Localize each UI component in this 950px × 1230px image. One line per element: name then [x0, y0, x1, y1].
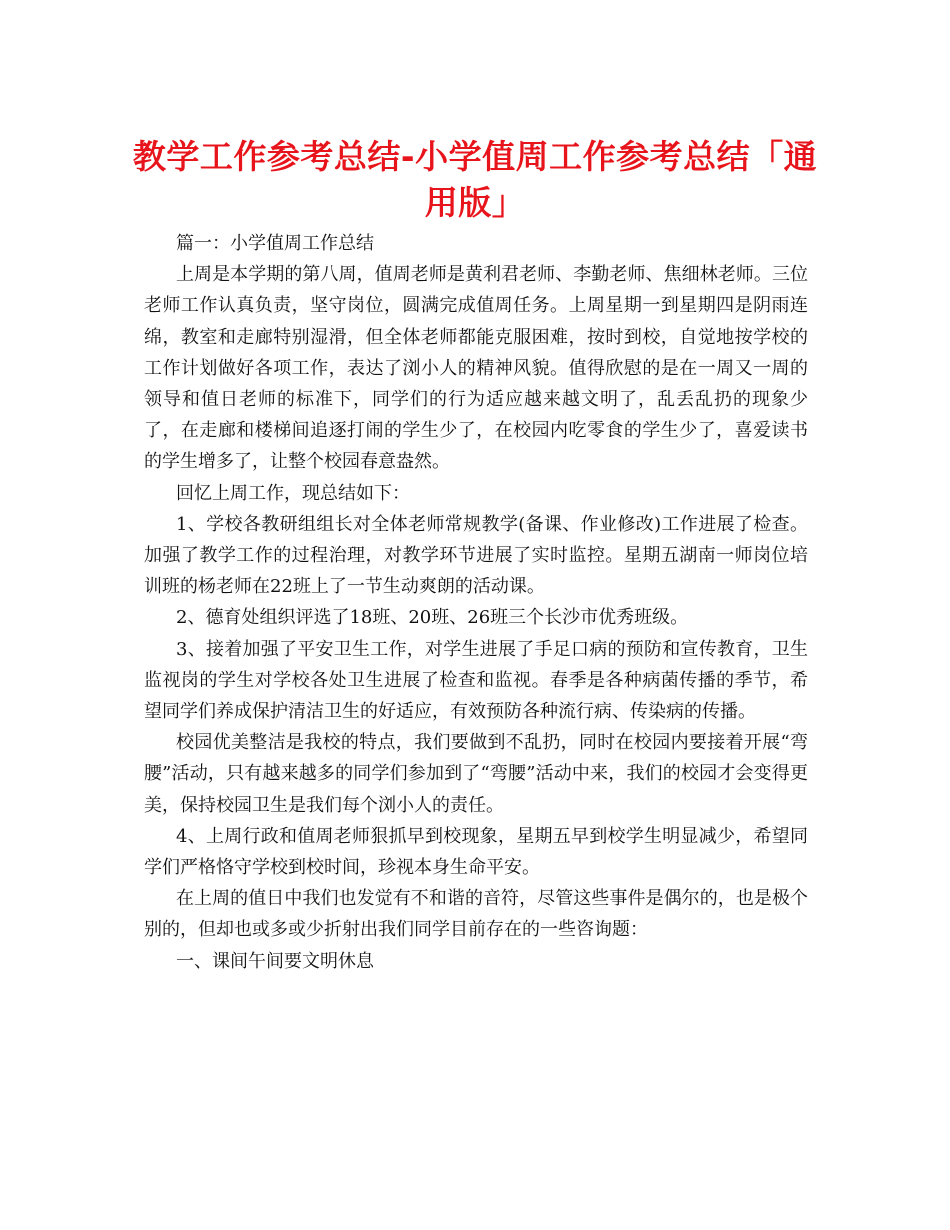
paragraph-week-summary: 上周是本学期的第八周，值周老师是黄利君老师、李勤老师、焦细林老师。三位老师工作认真负责，坚守岗位，圆满完成值周任务。上周星期一到星期四是阴雨连绵，教室和走廊特别湿滑，但全体老师都能克服困难，按时到校，自觉地按学校的工作计划做好各项工作，表达了浏小人的精神风貌。值得欣慰的是在一周又一周的领导和值日老师的标准下，同学们的行为适应越来越文明了，乱丢乱扔的现象少了，在走廊和楼梯间追逐打闹的学生少了，在校园内吃零食的学生少了，喜爱读书的学生增多了，让整个校园春意盎然。: [144, 264, 808, 473]
document-title: 教学工作参考总结-小学值周工作参考总结「通用版」: [132, 137, 818, 222]
paragraph-item-3: 3、接着加强了平安卫生工作，对学生进展了手足口病的预防和宣传教育，卫生监视岗的学生对学校各处卫生进展了检查和监视。春季是各种病菌传播的季节，希望同学们养成保护清洁卫生的好适应，有效预防各种流行病、传染病的传播。: [144, 638, 808, 723]
paragraph-review-intro: 回忆上周工作，现总结如下：: [176, 482, 410, 504]
paragraph-item-1: 1、学校各教研组组长对全体老师常规教学(备课、作业修改)工作进展了检查。加强了教学工作的过程治理，对教学环节进展了实时监控。星期五湖南一师岗位培训班的杨老师在22班上了一节生动爽朗的活动课。: [144, 513, 808, 598]
paragraph-campus-clean: 校园优美整洁是我校的特点，我们要做到不乱扔，同时在校园内要接着开展“弯腰”活动，只有越来越多的同学们参加到了“弯腰”活动中来，我们的校园才会变得更美，保持校园卫生是我们每个浏小人的责任。: [144, 732, 808, 816]
paragraph-issue-1-heading: 一、课间午间要文明休息: [176, 950, 374, 972]
paragraph-issues-intro: 在上周的值日中我们也发觉有不和谐的音符，尽管这些事件是偶尔的，也是极个别的，但却也或多或少折射出我们同学目前存在的一些咨询题：: [144, 888, 808, 941]
paragraph-item-4: 4、上周行政和值周老师狠抓早到校现象，星期五早到校学生明显减少，希望同学们严格恪守学校到校时间，珍视本身生命平安。: [144, 825, 808, 879]
paragraph-item-2: 2、德育处组织评选了18班、20班、26班三个长沙市优秀班级。: [176, 607, 689, 629]
paragraph-section-heading: 篇一：小学值周工作总结: [176, 233, 374, 254]
document-body: [144, 228, 808, 977]
